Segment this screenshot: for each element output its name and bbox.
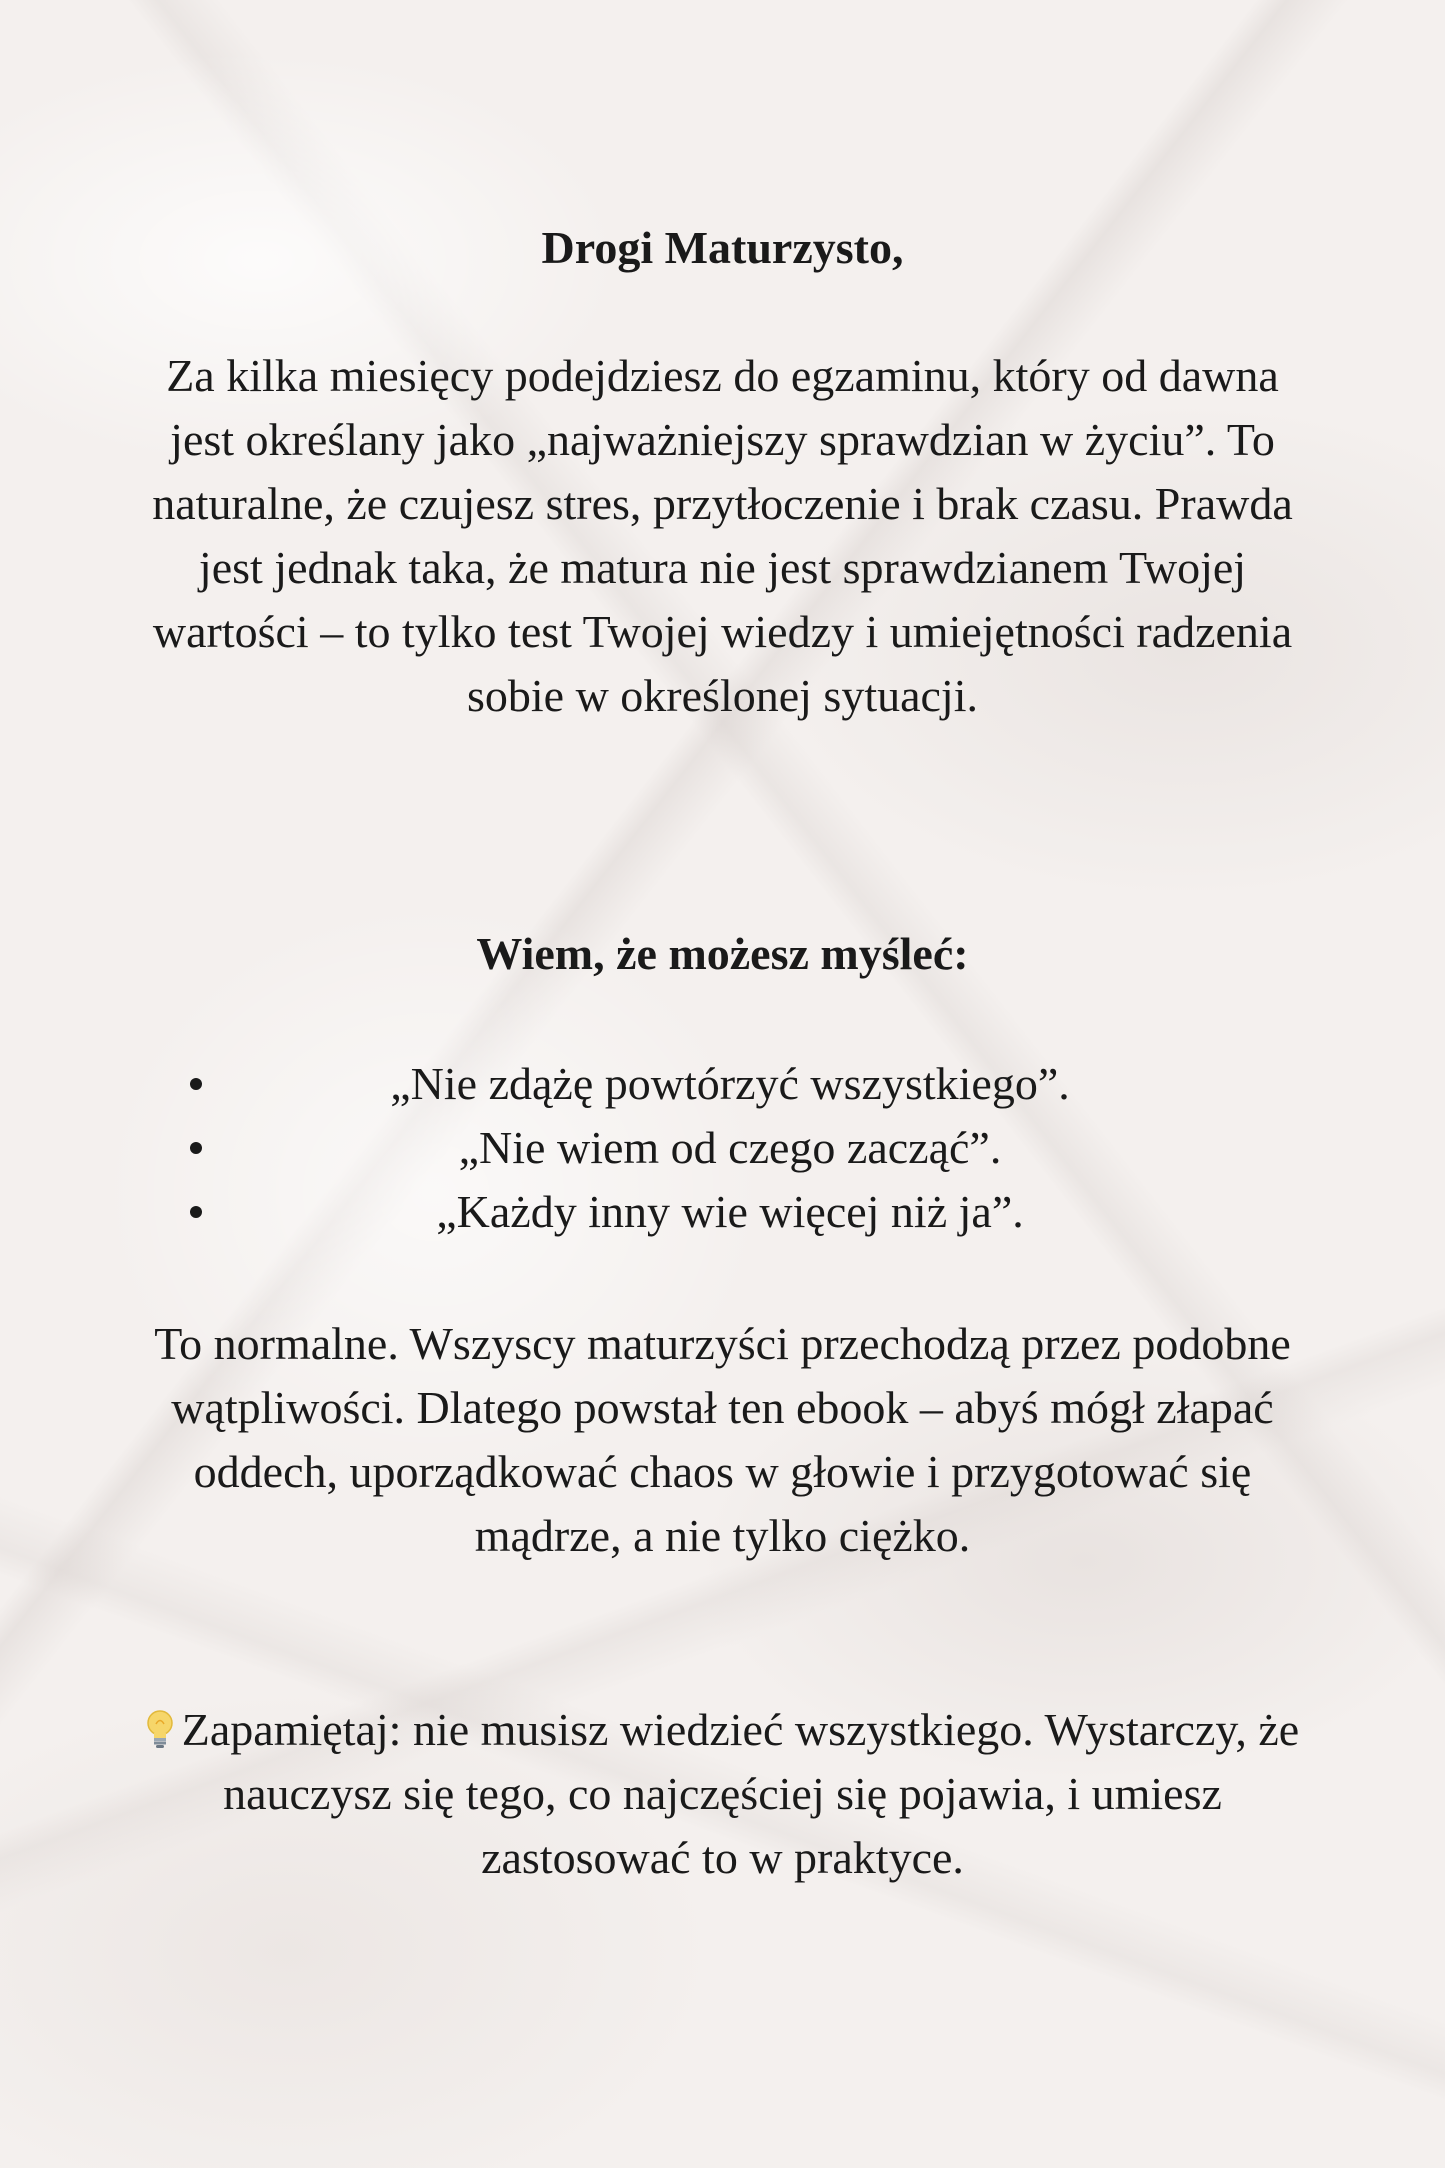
thoughts-heading: Wiem, że możesz myśleć: — [476, 928, 969, 979]
letter-title: Drogi Maturzysto, — [541, 222, 904, 273]
normal-paragraph: To normalne. Wszyscy maturzyści przechodzą przez podobne wątpliwości. Dlatego powstał ten ebook – abyś mógł złapać oddech, uporządkować chaos w głowie i przygotować się mądrze, a nie tylko ciężko. — [154, 1318, 1291, 1561]
bullet-icon — [190, 1142, 202, 1154]
list-item — [190, 1180, 1230, 1244]
bullet-icon — [190, 1078, 202, 1090]
thought-text: „Każdy inny wie więcej niż ja”. — [436, 1186, 1024, 1237]
bullet-icon — [190, 1206, 202, 1218]
remember-text: Zapamiętaj: nie musisz wiedzieć wszystkiego. Wystarczy, że nauczysz się tego, co najczęściej się pojawia, i umiesz zastosować to w praktyce. — [181, 1704, 1300, 1883]
intro-paragraph: Za kilka miesięcy podejdziesz do egzaminu, który od dawna jest określany jako „najważniejszy sprawdzian w życiu”. To naturalne, że czujesz stres, przytłoczenie i brak czasu. Prawda jest jednak taka, że matura nie jest sprawdzianem Twojej wartości – to tylko test Twojej wiedzy i umiejętności radzenia sobie w określonej sytuacji. — [152, 350, 1293, 721]
thought-text: „Nie wiem od czego zacząć”. — [458, 1122, 1002, 1173]
remember-paragraph — [130, 1698, 1315, 1890]
lightbulb-icon — [146, 1702, 174, 1742]
list-item — [190, 1052, 1230, 1116]
list-item — [190, 1116, 1230, 1180]
thoughts-list — [190, 1052, 1230, 1244]
thought-text: „Nie zdążę powtórzyć wszystkiego”. — [390, 1058, 1070, 1109]
